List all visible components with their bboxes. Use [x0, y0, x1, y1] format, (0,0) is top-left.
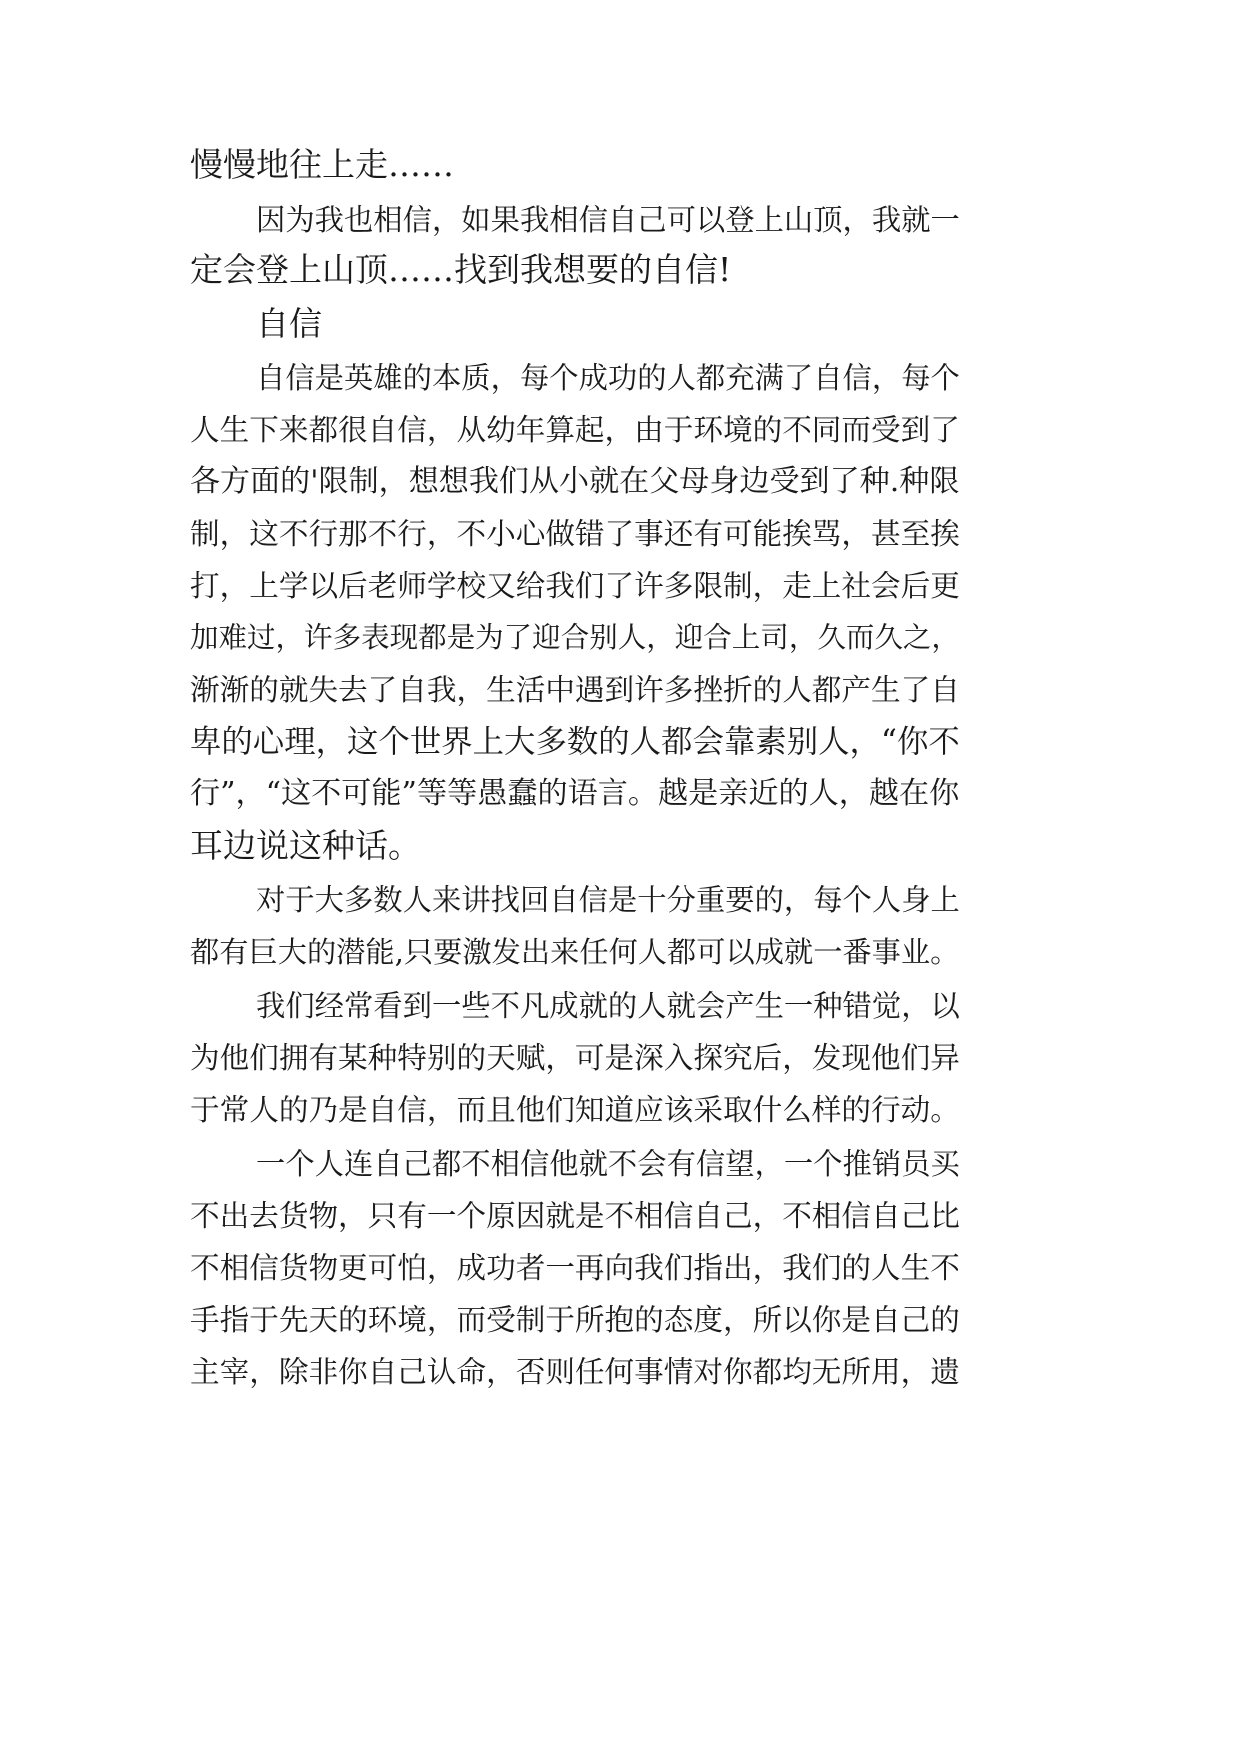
text-line: 加难过，许多表现都是为了迎合别人，迎合上司，久而久之，: [190, 621, 960, 654]
paragraph-first-line: 自信是英雄的本质，每个成功的人都充满了自信，每个: [256, 361, 960, 395]
paragraph-first-line: 因为我也相信，如果我相信自己可以登上山顶，我就一: [256, 203, 960, 237]
paragraph-first-line: 对于大多数人来讲找回自信是十分重要的，每个人身上: [256, 883, 960, 917]
section-heading: 自信: [256, 304, 322, 343]
paragraph-first-line: 一个人连自己都不相信他就不会有信望，一个推销员买: [256, 1147, 960, 1181]
text-line: 制，这不行那不行，不小心做错了事还有可能挨骂，甚至挨: [190, 517, 960, 551]
text-line: 不相信货物更可怕，成功者一再向我们指出，我们的人生不: [190, 1251, 960, 1285]
text-line: 都有巨大的潜能,只要激发出来任何人都可以成就一番事业。: [190, 935, 960, 969]
text-line: 卑的心理，这个世界上大多数的人都会靠素别人，“你不: [190, 724, 960, 760]
text-line: 不出去货物，只有一个原因就是不相信自己，不相信自己比: [190, 1199, 960, 1233]
text-line: 于常人的乃是自信，而且他们知道应该采取什么样的行动。: [190, 1093, 960, 1127]
text-line: 手指于先天的环境，而受制于所抱的态度，所以你是自己的: [190, 1303, 960, 1337]
text-line: 渐渐的就失去了自我，生活中遇到许多挫折的人都产生了自: [190, 673, 960, 707]
text-line: 慢慢地往上走……: [190, 145, 454, 184]
text-line: 耳边说这种话。: [190, 826, 421, 865]
text-line: 主宰，除非你自己认命，否则任何事情对你都均无所用，遗: [190, 1355, 960, 1389]
text-line: 为他们拥有某种特别的天赋，可是深入探究后，发现他们异: [190, 1041, 960, 1075]
text-line: 行”，“这不可能”等等愚蠢的语言。越是亲近的人，越在你: [190, 776, 960, 811]
paragraph-first-line: 我们经常看到一些不凡成就的人就会产生一种错觉，以: [256, 989, 960, 1023]
text-line: 各方面的'限制，想想我们从小就在父母身边受到了种.种限: [190, 464, 960, 499]
text-line: 打，上学以后老师学校又给我们了许多限制，走上社会后更: [190, 569, 960, 603]
text-line: 定会登上山顶……找到我想要的自信!: [190, 250, 732, 289]
text-line: 人生下来都很自信，从幼年算起，由于环境的不同而受到了: [190, 413, 960, 447]
